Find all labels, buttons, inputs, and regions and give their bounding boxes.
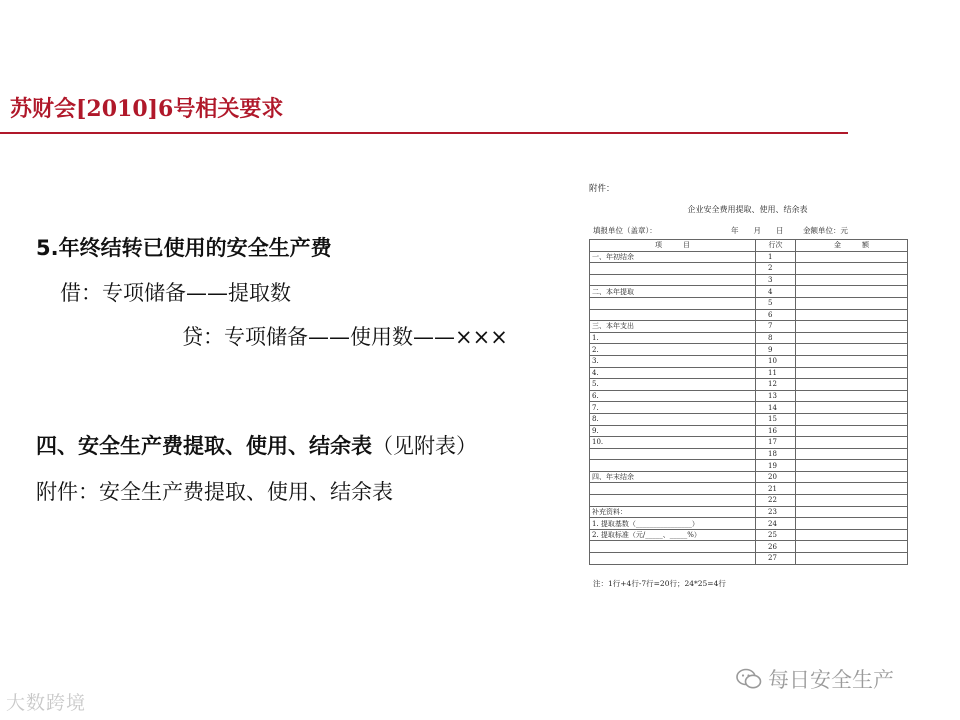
- form-row: [590, 402, 908, 414]
- form-header-item: 项 目: [590, 240, 756, 252]
- form-row: [590, 425, 908, 437]
- form-row-line-number: 22: [756, 495, 796, 507]
- form-row-line-number: 14: [756, 402, 796, 414]
- form-row-line-number: 17: [756, 437, 796, 449]
- form-row-line-number: 20: [756, 471, 796, 483]
- form-row: [590, 437, 908, 449]
- form-row-item: 三、本年支出: [590, 321, 756, 333]
- form-row-item: 二、本年提取: [590, 286, 756, 298]
- form-attachment-label: 附件：: [589, 184, 615, 194]
- form-row: [590, 367, 908, 379]
- form-row-item: 10.: [590, 437, 756, 449]
- form-row: [590, 460, 908, 472]
- form-row-item: 1. 提取基数（________________）: [590, 518, 756, 530]
- form-row: [590, 495, 908, 507]
- form-row-item: [590, 483, 756, 495]
- form-row-amount: [796, 402, 908, 414]
- form-row-item: 8.: [590, 413, 756, 425]
- form-row-line-number: 16: [756, 425, 796, 437]
- form-row-amount: [796, 413, 908, 425]
- form-row-amount: [796, 495, 908, 507]
- form-row: [590, 529, 908, 541]
- form-row-item: 6.: [590, 390, 756, 402]
- form-row-amount: [796, 367, 908, 379]
- form-row-item: 3.: [590, 355, 756, 367]
- debit-entry: 借：专项储备——提取数: [60, 281, 291, 305]
- form-row-amount: [796, 251, 908, 263]
- attachment-line: 附件：安全生产费提取、使用、结余表: [36, 480, 393, 504]
- form-reporting-unit: 填报单位（盖章）：: [593, 226, 657, 235]
- form-row: [590, 448, 908, 460]
- form-row-item: 2. 提取标准（元/_____、_____%）: [590, 529, 756, 541]
- title-divider: [0, 132, 848, 134]
- form-row-amount: [796, 344, 908, 356]
- form-row-line-number: 27: [756, 553, 796, 565]
- form-row-amount: [796, 332, 908, 344]
- form-row: [590, 274, 908, 286]
- form-row-amount: [796, 379, 908, 391]
- form-row-item: 7.: [590, 402, 756, 414]
- form-row-line-number: 5: [756, 297, 796, 309]
- form-row-amount: [796, 518, 908, 530]
- form-row-amount: [796, 321, 908, 333]
- form-row-line-number: 24: [756, 518, 796, 530]
- form-row: [590, 390, 908, 402]
- form-row: [590, 309, 908, 321]
- form-row-line-number: 25: [756, 529, 796, 541]
- form-header-row: [590, 240, 908, 252]
- form-row-line-number: 2: [756, 263, 796, 275]
- form-row: [590, 251, 908, 263]
- form-row-item: 5.: [590, 379, 756, 391]
- form-row-line-number: 1: [756, 251, 796, 263]
- section-heading-table-note: （见附表）: [372, 434, 477, 458]
- form-row-line-number: 13: [756, 390, 796, 402]
- form-title: 企业安全费用提取、使用、结余表: [687, 205, 808, 214]
- form-row-item: 补充资料：: [590, 506, 756, 518]
- form-row: [590, 297, 908, 309]
- form-row-line-number: 15: [756, 413, 796, 425]
- form-row-line-number: 18: [756, 448, 796, 460]
- form-row-line-number: 23: [756, 506, 796, 518]
- form-row: [590, 483, 908, 495]
- form-row-line-number: 8: [756, 332, 796, 344]
- form-row-item: 四、年末结余: [590, 471, 756, 483]
- form-row-line-number: 12: [756, 379, 796, 391]
- form-header-line: 行次: [756, 240, 796, 252]
- form-row-amount: [796, 541, 908, 553]
- form-row-line-number: 19: [756, 460, 796, 472]
- form-row-amount: [796, 274, 908, 286]
- form-row-line-number: 11: [756, 367, 796, 379]
- form-row-line-number: 6: [756, 309, 796, 321]
- form-row: [590, 286, 908, 298]
- form-row-amount: [796, 483, 908, 495]
- form-row-item: 1.: [590, 332, 756, 344]
- form-header-amount: 金 额: [796, 240, 908, 252]
- form-row: [590, 321, 908, 333]
- form-row-amount: [796, 309, 908, 321]
- form-row-amount: [796, 263, 908, 275]
- form-row: [590, 541, 908, 553]
- page-title: 苏财会[2010]6号相关要求: [10, 96, 284, 122]
- form-row-amount: [796, 529, 908, 541]
- form-row-item: [590, 495, 756, 507]
- form-row-item: [590, 309, 756, 321]
- form-row-amount: [796, 437, 908, 449]
- form-row-item: 2.: [590, 344, 756, 356]
- form-row-amount: [796, 297, 908, 309]
- form-row-line-number: 3: [756, 274, 796, 286]
- form-row: [590, 344, 908, 356]
- form-row: [590, 506, 908, 518]
- form-row-item: [590, 553, 756, 565]
- form-table: [589, 239, 908, 565]
- wechat-icon: [736, 668, 762, 690]
- section-heading-year-end: 5.年终结转已使用的安全生产费: [36, 236, 332, 260]
- form-row-line-number: 10: [756, 355, 796, 367]
- form-row-item: [590, 274, 756, 286]
- form-row-item: [590, 263, 756, 275]
- form-row-item: [590, 448, 756, 460]
- form-row-amount: [796, 553, 908, 565]
- form-date: 年 月 日: [731, 226, 784, 235]
- form-row-amount: [796, 286, 908, 298]
- form-row-line-number: 26: [756, 541, 796, 553]
- form-row-item: [590, 460, 756, 472]
- form-row: [590, 379, 908, 391]
- form-row-amount: [796, 448, 908, 460]
- form-row-amount: [796, 355, 908, 367]
- form-row: [590, 553, 908, 565]
- form-row-amount: [796, 390, 908, 402]
- form-row-amount: [796, 460, 908, 472]
- watermark-right-text: 每日安全生产: [768, 668, 894, 692]
- form-row-amount: [796, 506, 908, 518]
- form-row: [590, 471, 908, 483]
- form-row-line-number: 4: [756, 286, 796, 298]
- form-row-item: 4.: [590, 367, 756, 379]
- section-heading-table: [36, 430, 477, 460]
- form-note: 注：1行+4行-7行=20行；24*25=4行: [593, 579, 726, 588]
- form-row-amount: [796, 425, 908, 437]
- form-row: [590, 413, 908, 425]
- form-row: [590, 355, 908, 367]
- form-row: [590, 263, 908, 275]
- credit-entry: 贷：专项储备——使用数——×××: [182, 325, 508, 349]
- form-amount-unit: 金额单位：元: [803, 226, 848, 235]
- watermark-right: [736, 664, 894, 694]
- form-row-item: 9.: [590, 425, 756, 437]
- section-heading-table-text: 四、安全生产费提取、使用、结余表: [36, 434, 372, 458]
- form-row-line-number: 21: [756, 483, 796, 495]
- form-row: [590, 518, 908, 530]
- form-row: [590, 332, 908, 344]
- form-row-amount: [796, 471, 908, 483]
- form-row-item: [590, 297, 756, 309]
- form-row-line-number: 9: [756, 344, 796, 356]
- form-row-item: 一、年初结余: [590, 251, 756, 263]
- form-row-item: [590, 541, 756, 553]
- form-row-line-number: 7: [756, 321, 796, 333]
- watermark-left: 大数跨境: [6, 692, 87, 714]
